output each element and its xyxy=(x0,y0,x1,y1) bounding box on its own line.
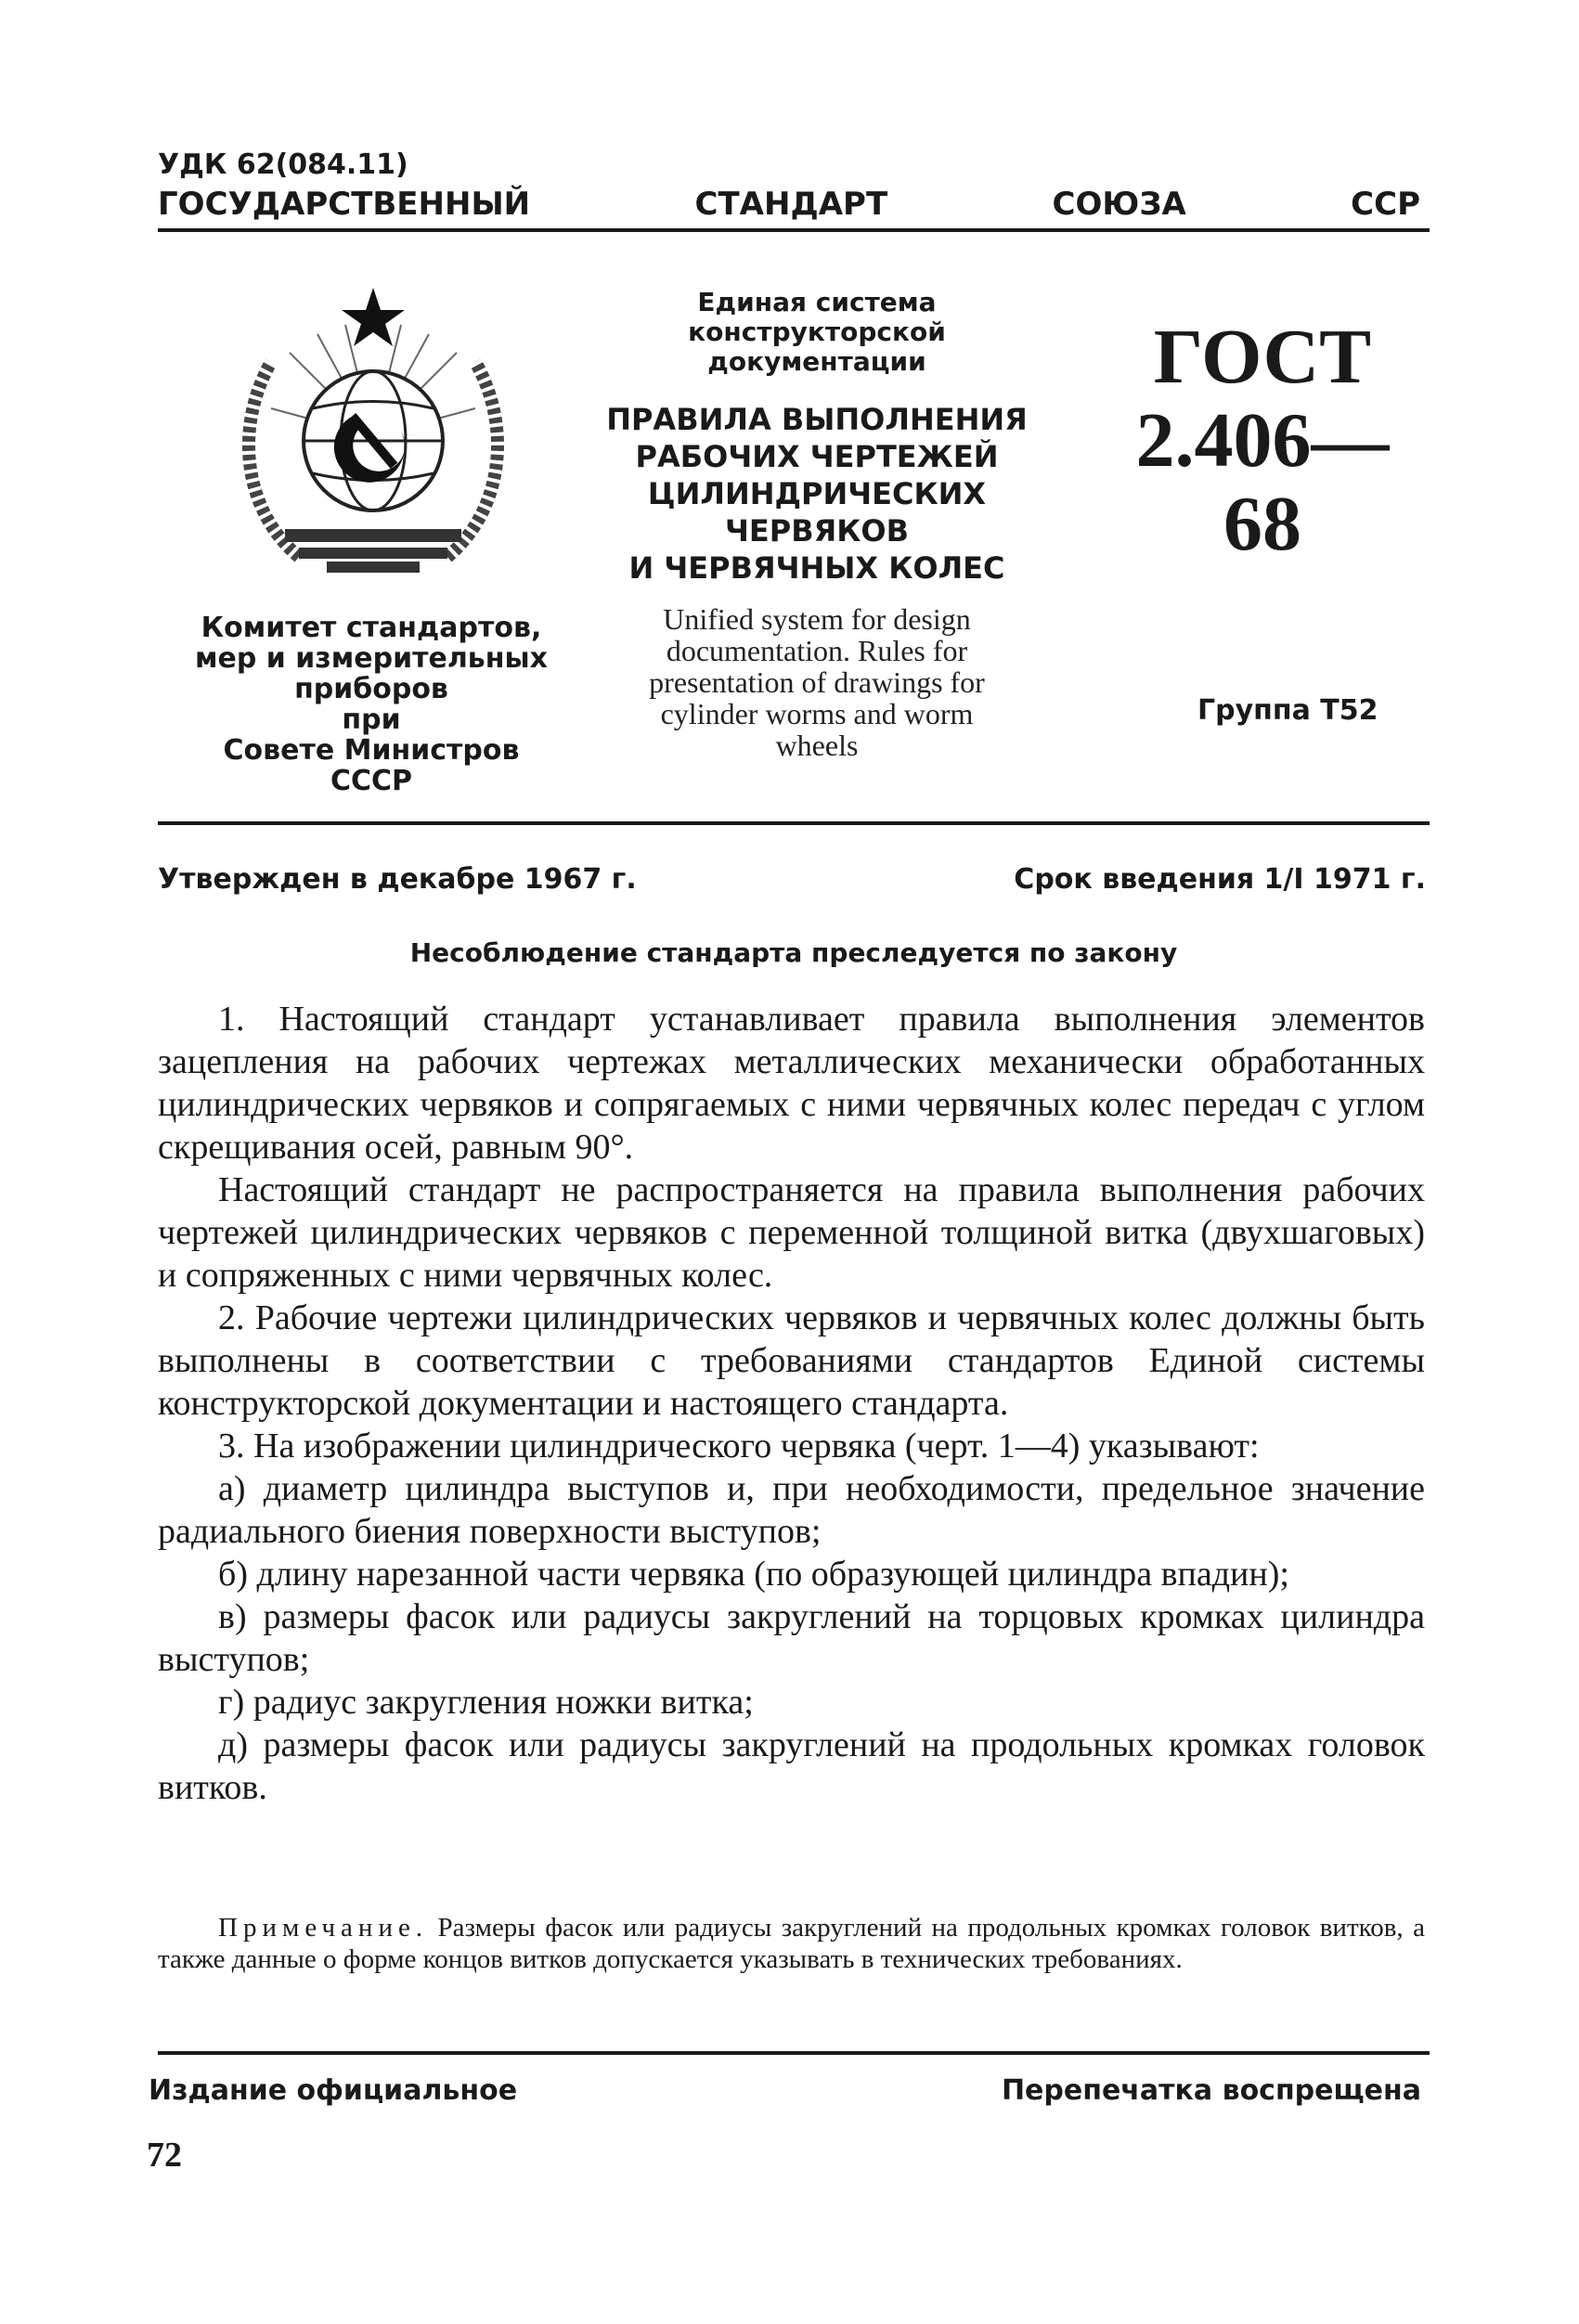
reprint-label: Перепечатка воспрещена xyxy=(1001,2074,1421,2107)
heading-word: ГОСУДАРСТВЕННЫЙ xyxy=(158,186,531,223)
effective-date: Срок введения 1/I 1971 г. xyxy=(1014,863,1426,896)
bottom-rule xyxy=(158,2051,1430,2055)
list-item: г) радиус закругления ножки витка; xyxy=(218,1683,754,1722)
note-text: Размеры фасок или радиусы закруглений на продольных кромках головок витков, а также данные о форме концов витков допускается указывать в технических требованиях. xyxy=(158,1913,1425,1974)
title-en-line: Unified system for design xyxy=(663,602,971,636)
note-label: Примечание. xyxy=(218,1913,429,1943)
middle-rule xyxy=(158,821,1430,825)
paragraph: 3. На изображении цилиндрического червяка (черт. 1—4) указывают: xyxy=(218,1427,1260,1465)
gost-word: ГОСТ xyxy=(1153,314,1372,400)
title-english xyxy=(576,603,1058,761)
note xyxy=(158,1912,1425,1975)
esk-line: Единая система xyxy=(697,287,937,317)
title-ru-line: И ЧЕРВЯЧНЫХ КОЛЕС xyxy=(628,550,1005,586)
paragraph: Настоящий стандарт не распространяется на правила выполнения рабочих чертежей цилиндрических червяков с переменной толщиной витка (двухшаговых) и сопряженных с ними червячных колес. xyxy=(158,1170,1425,1295)
heading-word: СОЮЗА xyxy=(1052,186,1186,223)
esk-line: конструкторской xyxy=(688,316,946,347)
approved-date: Утвержден в декабре 1967 г. xyxy=(158,863,637,896)
top-rule xyxy=(158,228,1430,232)
paragraph: 2. Рабочие чертежи цилиндрических червяков и червячных колес должны быть выполнены в соответствии с требованиями стандартов Единой системы конструкторской документации и настоящего стандарта. xyxy=(158,1298,1425,1423)
standard-title-block xyxy=(576,288,1058,761)
committee-line: СССР xyxy=(330,765,413,797)
state-standard-heading xyxy=(158,186,1420,223)
page-number: 72 xyxy=(147,2136,182,2175)
gost-designation xyxy=(1105,316,1420,566)
udk-code: УДК 62(084.11) xyxy=(158,148,408,181)
committee-line: Комитет стандартов, xyxy=(201,612,542,644)
title-en-line: documentation. Rules for xyxy=(666,634,968,667)
title-ru-line: ЦИЛИНДРИЧЕСКИХ ЧЕРВЯКОВ xyxy=(647,476,987,549)
committee-line: приборов xyxy=(294,673,448,705)
title-ru-line: РАБОЧИХ ЧЕРТЕЖЕЙ xyxy=(635,439,999,474)
title-russian xyxy=(576,401,1058,587)
paragraph: 1. Настоящий стандарт устанавливает правила выполнения элементов зацепления на рабочих чертежах металлических механически обработанных цилиндрических червяков и сопрягаемых с ними червячных колес передач с углом скрещивания осей, равным 90°. xyxy=(158,1000,1425,1167)
esk-line: документации xyxy=(707,346,926,377)
list-item: д) размеры фасок или радиусы закруглений на продольных кромках головок витков. xyxy=(158,1725,1425,1807)
ussr-coat-of-arms-icon xyxy=(197,278,550,594)
esk-label xyxy=(576,288,1058,377)
gost-number: 2.406—68 xyxy=(1135,397,1390,567)
group-code: Группа Т52 xyxy=(1197,694,1378,727)
heading-word: ССР xyxy=(1351,186,1420,223)
legal-notice: Несоблюдение стандарта преследуется по закону xyxy=(409,937,1178,968)
list-item: а) диаметр цилиндра выступов и, при необходимости, предельное значение радиального биения поверхности выступов; xyxy=(158,1469,1425,1551)
committee-line: при xyxy=(342,704,401,736)
title-en-line: presentation of drawings for xyxy=(649,665,985,699)
committee-line: мер и измерительных xyxy=(195,642,548,675)
list-item: б) длину нарезанной части червяка (по образующей цилиндра впадин); xyxy=(218,1555,1289,1594)
committee-block xyxy=(167,613,576,796)
list-item: в) размеры фасок или радиусы закруглений на торцовых кромках цилиндра выступов; xyxy=(158,1597,1425,1679)
title-en-line: wheels xyxy=(775,729,859,762)
committee-line: Совете Министров xyxy=(223,734,520,767)
edition-label: Издание официальное xyxy=(149,2074,518,2107)
title-en-line: cylinder worms and worm xyxy=(660,697,974,730)
heading-word: СТАНДАРТ xyxy=(694,186,888,223)
body-text xyxy=(158,998,1425,1809)
title-ru-line: ПРАВИЛА ВЫПОЛНЕНИЯ xyxy=(606,402,1028,437)
